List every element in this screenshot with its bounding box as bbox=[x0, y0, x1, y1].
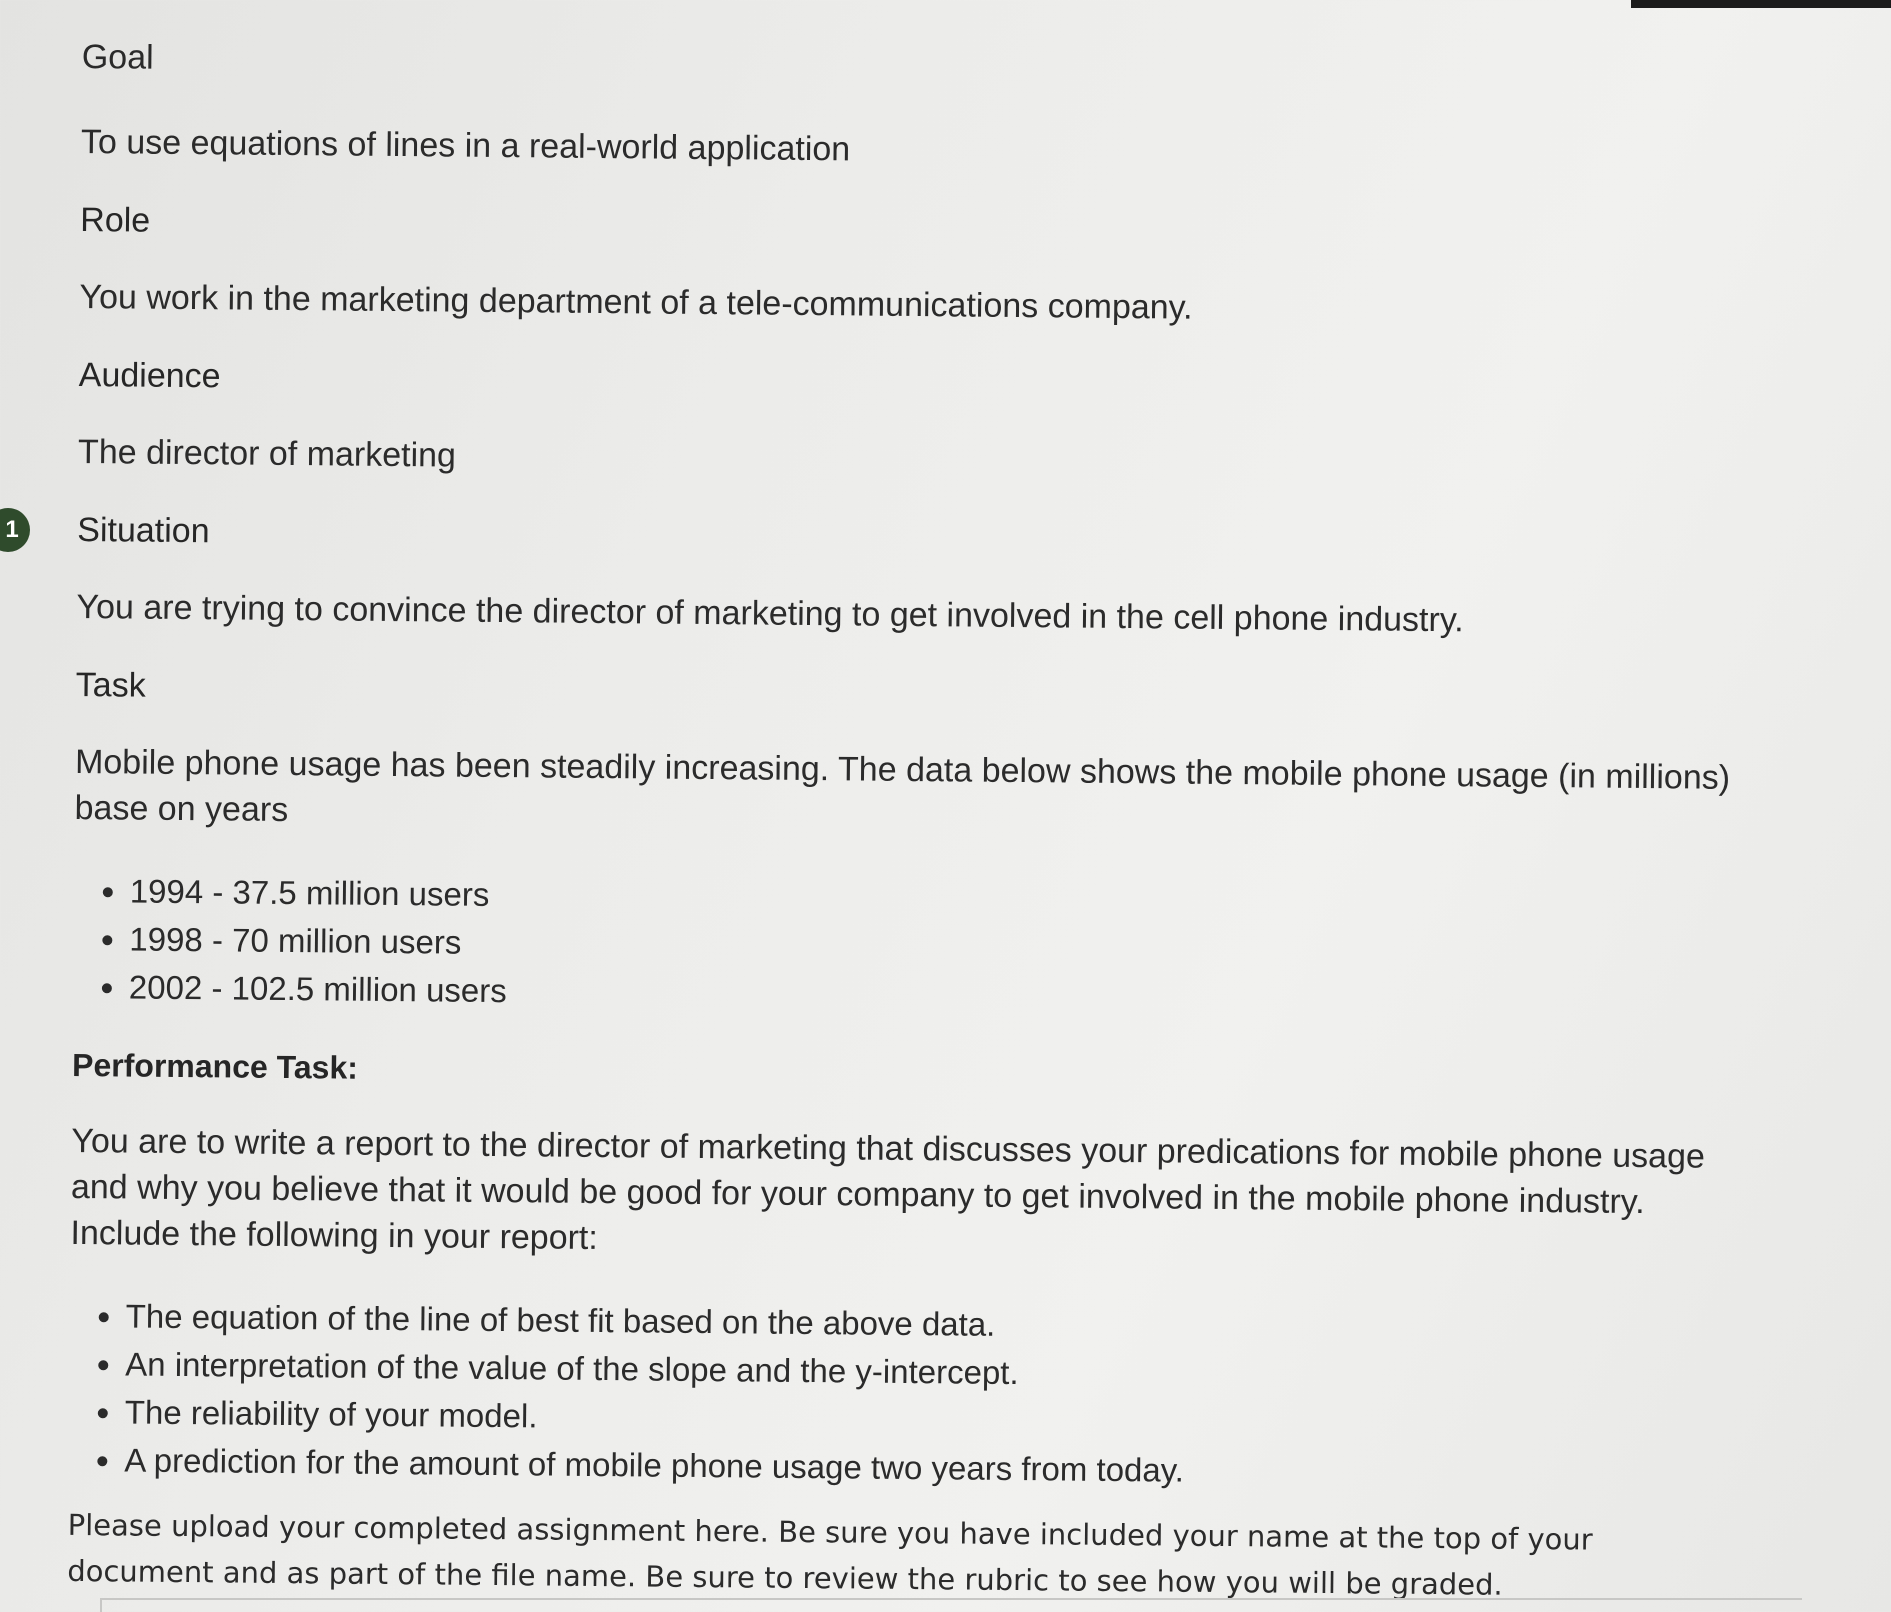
question-number-badge: 1 bbox=[0, 508, 30, 552]
role-heading: Role bbox=[80, 200, 151, 240]
role-text: You work in the marketing department of a tele-communications company. bbox=[79, 277, 1193, 327]
audience-heading: Audience bbox=[78, 355, 221, 396]
audience-text: The director of marketing bbox=[77, 432, 457, 475]
performance-task-text: You are to write a report to the director of marketing that discusses your predications for mobile phone usage and why you believe that it would be good for your company to get involved in the mobile phone industry. Include the following in your report: bbox=[70, 1121, 1706, 1258]
upload-area[interactable] bbox=[100, 1598, 1802, 1612]
list-item: • The reliability of your model. bbox=[125, 1388, 1749, 1452]
list-item: • A prediction for the amount of mobile phone usage two years from today. bbox=[124, 1436, 1748, 1500]
list-item: • The equation of the line of best fit based on the above data. bbox=[125, 1292, 1749, 1356]
list-item: • 2002 - 102.5 million users bbox=[129, 963, 1753, 1027]
performance-task-heading: Performance Task: bbox=[71, 1046, 359, 1086]
report-requirements-list bbox=[68, 1292, 1750, 1500]
situation-text: You are trying to convince the director of marketing to get involved in the cell phone industry. bbox=[76, 587, 1464, 640]
goal-text: To use equations of lines in a real-world application bbox=[80, 122, 851, 169]
top-bar bbox=[1631, 0, 1891, 8]
task-text: Mobile phone usage has been steadily increasing. The data below shows the mobile phone usage (in millions) base on years bbox=[74, 742, 1731, 830]
list-item: • 1994 - 37.5 million users bbox=[130, 867, 1754, 931]
list-item: • 1998 - 70 million users bbox=[129, 915, 1753, 979]
goal-heading: Goal bbox=[81, 38, 154, 77]
list-item: • An interpretation of the value of the slope and the y-intercept. bbox=[125, 1340, 1749, 1404]
situation-heading: Situation bbox=[77, 510, 210, 551]
upload-instructions: Please upload your completed assignment here. Be sure you have included your name at the top of your document and as part of the file name. Be sure to review the rubric to see how you will be graded. bbox=[67, 1507, 1593, 1602]
task-heading: Task bbox=[75, 665, 146, 705]
assignment-content bbox=[67, 38, 1762, 1612]
usage-data-list bbox=[73, 867, 1754, 1027]
